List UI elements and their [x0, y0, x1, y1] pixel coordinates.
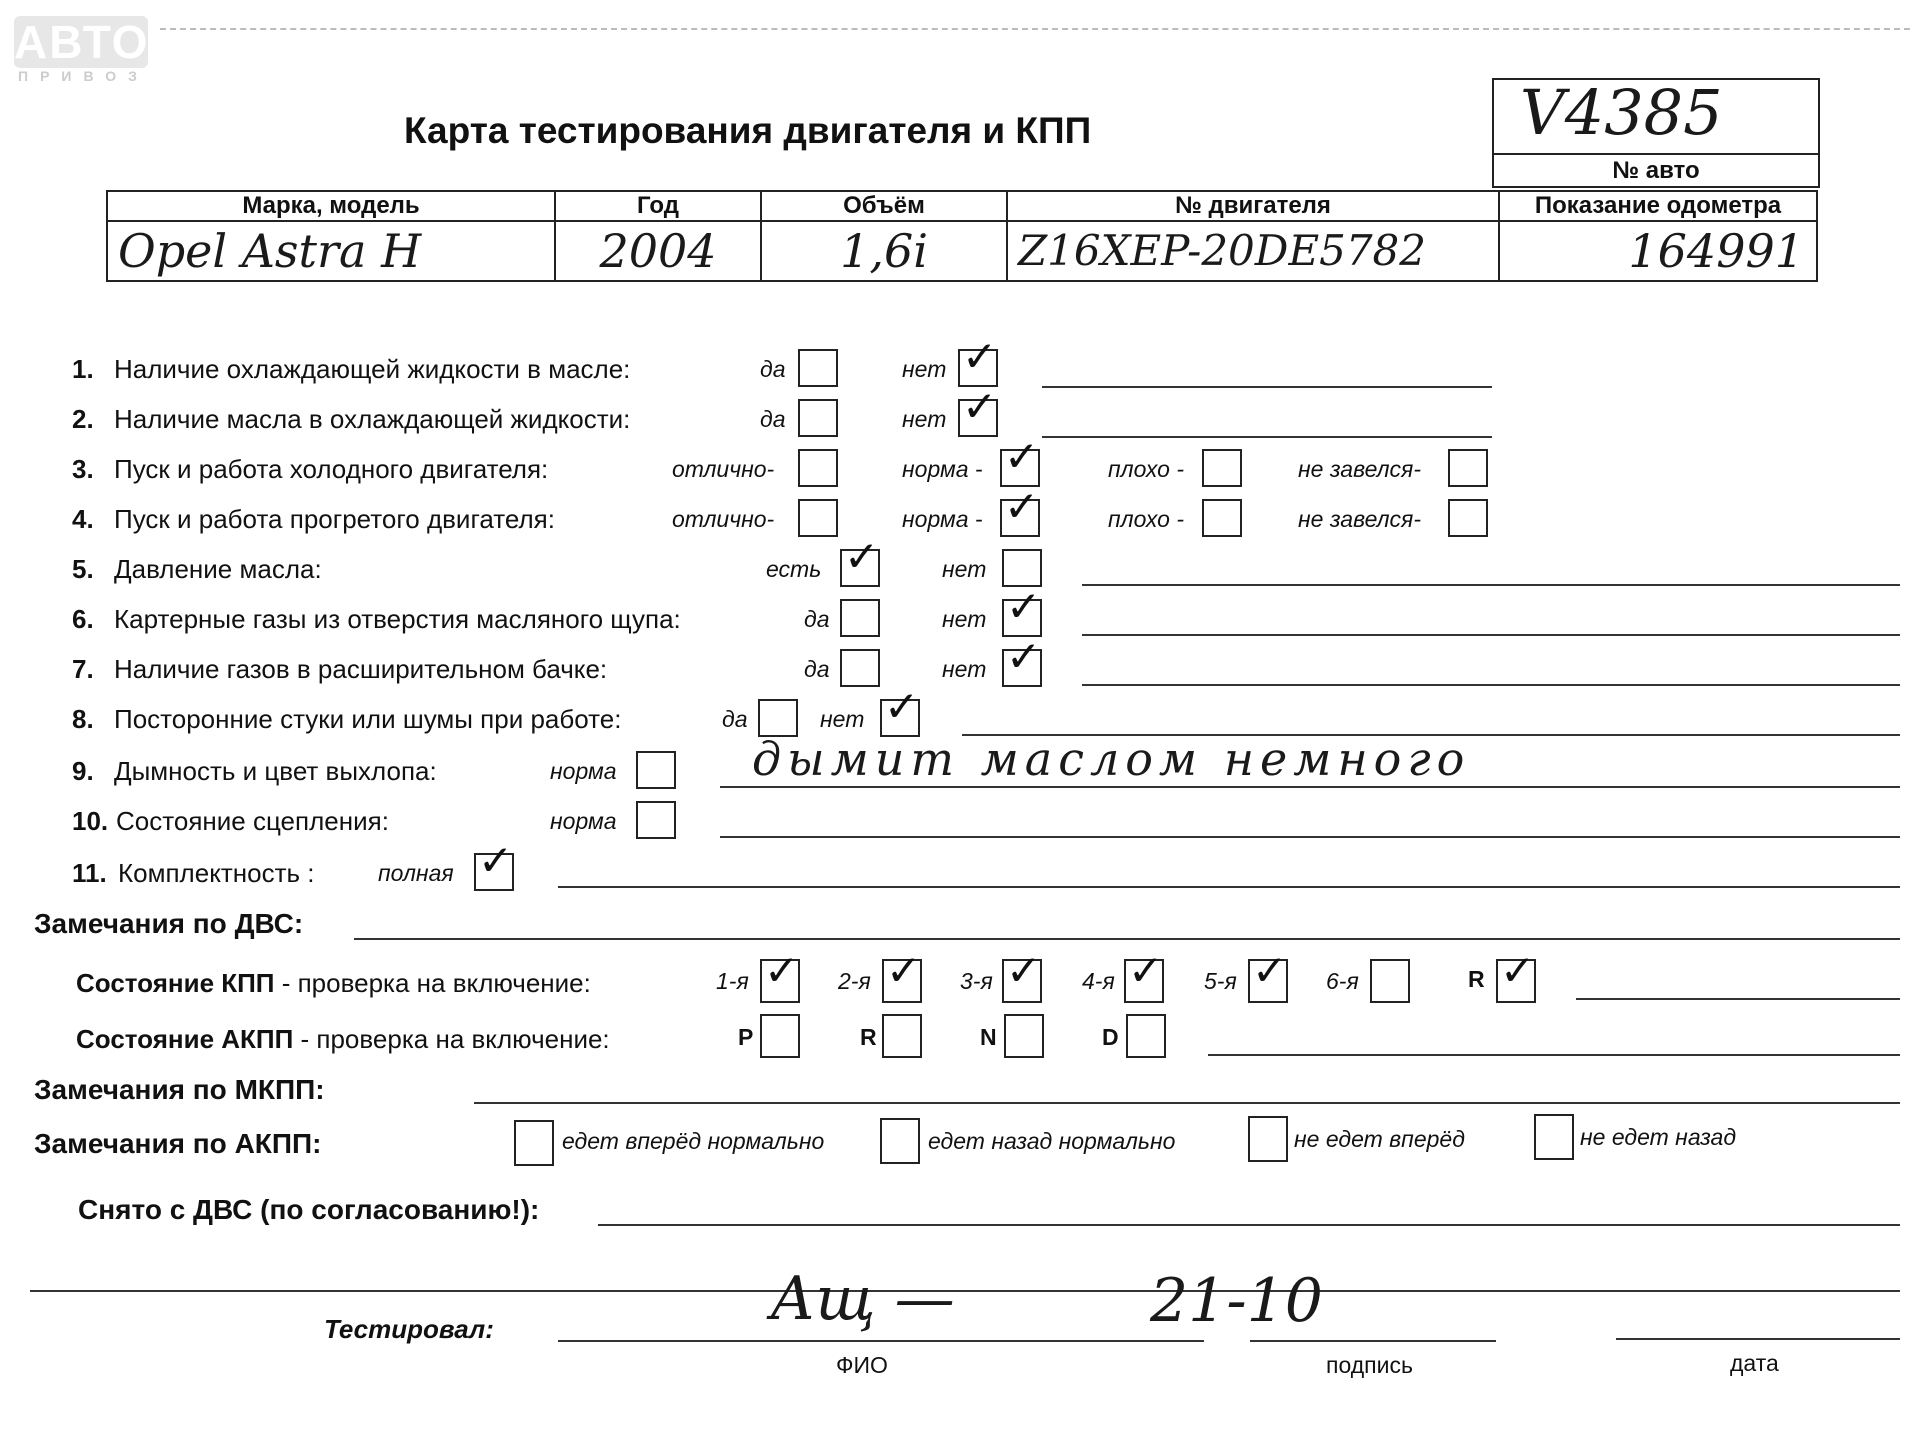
- checkmark-icon: ✓: [478, 836, 514, 885]
- gear-label: 1-я: [716, 968, 749, 994]
- option-label: норма -: [902, 506, 983, 532]
- option-label: едет назад нормально: [928, 1128, 1176, 1154]
- volume-value: 1,6i: [761, 221, 1007, 281]
- signature-divider: [30, 1290, 1900, 1292]
- mode-p-checkbox[interactable]: [760, 1014, 800, 1058]
- removed-label: Снято с ДВС (по согласованию!):: [78, 1194, 540, 1225]
- auto-forward-ok-checkbox[interactable]: [514, 1120, 554, 1166]
- gear-label: R: [1468, 966, 1485, 992]
- answer-line: [598, 1224, 1900, 1226]
- auto-number-value: V4385: [1520, 76, 1723, 149]
- answer-line: [558, 886, 1900, 888]
- column-header: Марка, модель: [107, 191, 555, 221]
- item-label: Наличие охлаждающей жидкости в масле:: [114, 354, 631, 384]
- logo-subtitle: ПРИВОЗ: [18, 68, 149, 84]
- date-caption: дата: [1730, 1350, 1779, 1376]
- handwritten-date: 21-10: [1150, 1266, 1323, 1336]
- checkmark-icon: ✓: [764, 946, 800, 995]
- item-number: 5.: [72, 554, 94, 584]
- item-label: Пуск и работа холодного двигателя:: [114, 454, 549, 484]
- checkmark-icon: ✓: [1500, 946, 1536, 995]
- signature-caption: подпись: [1326, 1352, 1413, 1378]
- mode-label: D: [1102, 1024, 1119, 1050]
- odometer-value: 164991: [1499, 221, 1817, 281]
- item-label: Дымность и цвет выхлопа:: [114, 756, 437, 786]
- answer-line: [354, 938, 1900, 940]
- column-header: № двигателя: [1007, 191, 1499, 221]
- mode-label: R: [860, 1024, 877, 1050]
- checkbox-no-start[interactable]: [1448, 449, 1488, 487]
- checkmark-icon: ✓: [844, 532, 880, 581]
- checkmark-icon: ✓: [1004, 482, 1040, 531]
- option-label: норма: [550, 808, 617, 834]
- answer-line: [1082, 684, 1900, 686]
- gear-label: 4-я: [1082, 968, 1115, 994]
- gear-label: 6-я: [1326, 968, 1359, 994]
- checkmark-icon: ✓: [1004, 432, 1040, 481]
- auto-gearbox-label: Состояние АКПП - проверка на включение:: [76, 1024, 610, 1054]
- remarks-manual-label: Замечания по МКПП:: [34, 1074, 325, 1105]
- checkbox-bad[interactable]: [1202, 449, 1242, 487]
- auto-number-label: № авто: [1612, 157, 1700, 184]
- item-label: Посторонние стуки или шумы при работе:: [114, 704, 622, 734]
- option-label: нет: [942, 556, 987, 582]
- auto-no-reverse-checkbox[interactable]: [1534, 1114, 1574, 1160]
- vehicle-info-table: [106, 190, 1818, 282]
- signature-scribble: Ащ —: [770, 1264, 955, 1334]
- item-label: Картерные газы из отверстия масляного щупа:: [114, 604, 681, 634]
- checkbox-excellent[interactable]: [798, 449, 838, 487]
- option-label: полная: [378, 860, 454, 886]
- option-label: да: [722, 706, 748, 732]
- answer-line: [1042, 436, 1492, 438]
- checkmark-icon: ✓: [1006, 946, 1042, 995]
- exhaust-note: дымит маслом немного: [752, 732, 1471, 786]
- mode-label: N: [980, 1024, 997, 1050]
- option-label: отлично-: [672, 456, 775, 482]
- option-label: едет вперёд нормально: [562, 1128, 825, 1154]
- checkbox-yes[interactable]: [840, 599, 880, 637]
- option-label: нет: [942, 656, 987, 682]
- item-label: Наличие масла в охлаждающей жидкости:: [114, 404, 631, 434]
- gear-label: 2-я: [838, 968, 871, 994]
- checkbox-no-start[interactable]: [1448, 499, 1488, 537]
- checkmark-icon: ✓: [962, 332, 998, 381]
- checkbox-yes[interactable]: [840, 649, 880, 687]
- make-model-value: Opel Astra H: [107, 221, 555, 281]
- option-label: отлично-: [672, 506, 775, 532]
- column-header: Показание одометра: [1499, 191, 1817, 221]
- item-label: Комплектность :: [118, 858, 315, 888]
- tested-by-label: Тестировал:: [324, 1314, 494, 1344]
- option-label: не завелся-: [1298, 456, 1422, 482]
- item-number: 4.: [72, 504, 94, 534]
- option-label: плохо -: [1108, 506, 1184, 532]
- checkmark-icon: ✓: [884, 682, 920, 731]
- checkbox-yes[interactable]: [798, 349, 838, 387]
- option-label: не завелся-: [1298, 506, 1422, 532]
- mode-n-checkbox[interactable]: [1004, 1014, 1044, 1058]
- item-number: 10.: [72, 806, 109, 836]
- option-label: нет: [820, 706, 865, 732]
- answer-line: [1082, 584, 1900, 586]
- item-number: 6.: [72, 604, 94, 634]
- engine-number-value: Z16XEP-20DE5782: [1007, 221, 1499, 281]
- checkmark-icon: ✓: [962, 382, 998, 431]
- auto-reverse-ok-checkbox[interactable]: [880, 1118, 920, 1164]
- checkmark-icon: ✓: [1128, 946, 1164, 995]
- option-label: да: [804, 656, 830, 682]
- checkbox-normal[interactable]: [636, 801, 676, 839]
- option-label: есть: [766, 556, 822, 582]
- option-label: нет: [942, 606, 987, 632]
- mode-label: P: [738, 1024, 754, 1050]
- checkbox-yes[interactable]: [798, 399, 838, 437]
- remarks-engine-label: Замечания по ДВС:: [34, 908, 304, 939]
- option-label: нет: [902, 356, 947, 382]
- item-number: 3.: [72, 454, 94, 484]
- column-header: Год: [555, 191, 761, 221]
- checkbox-normal[interactable]: [636, 751, 676, 789]
- option-label: не едет вперёд: [1294, 1126, 1465, 1152]
- item-label: Состояние сцепления:: [116, 806, 389, 836]
- gear-label: 5-я: [1204, 968, 1237, 994]
- mode-r-checkbox[interactable]: [882, 1014, 922, 1058]
- column-header: Объём: [761, 191, 1007, 221]
- answer-line: [720, 786, 1900, 788]
- year-value: 2004: [555, 221, 761, 281]
- item-label: Давление масла:: [114, 554, 322, 584]
- checkmark-icon: ✓: [886, 946, 922, 995]
- auto-no-forward-checkbox[interactable]: [1248, 1116, 1288, 1162]
- item-label: Наличие газов в расширительном бачке:: [114, 654, 608, 684]
- option-label: да: [804, 606, 830, 632]
- option-label: норма: [550, 758, 617, 784]
- checkmark-icon: ✓: [1006, 632, 1042, 681]
- answer-line: [1576, 998, 1900, 1000]
- item-number: 9.: [72, 756, 94, 786]
- checkbox-excellent[interactable]: [798, 499, 838, 537]
- option-label: да: [760, 356, 786, 382]
- avto-privoz-logo: АВТО: [14, 16, 150, 68]
- gear-label: 3-я: [960, 968, 993, 994]
- item-label: Пуск и работа прогретого двигателя:: [114, 504, 555, 534]
- item-number: 1.: [72, 354, 94, 384]
- item-number: 2.: [72, 404, 94, 434]
- fio-caption: ФИО: [836, 1352, 888, 1378]
- item-number: 11.: [72, 858, 107, 888]
- page-title: Карта тестирования двигателя и КПП: [404, 110, 1092, 151]
- option-label: да: [760, 406, 786, 432]
- answer-line: [1042, 386, 1492, 388]
- mode-d-checkbox[interactable]: [1126, 1014, 1166, 1058]
- answer-line: [1208, 1054, 1900, 1056]
- signature-line: [1250, 1340, 1496, 1342]
- answer-line: [474, 1102, 1900, 1104]
- option-label: плохо -: [1108, 456, 1184, 482]
- checkbox-bad[interactable]: [1202, 499, 1242, 537]
- option-label: нет: [902, 406, 947, 432]
- gear-6-checkbox[interactable]: [1370, 959, 1410, 1003]
- top-divider: [160, 28, 1910, 30]
- option-label: норма -: [902, 456, 983, 482]
- item-number: 8.: [72, 704, 94, 734]
- item-number: 7.: [72, 654, 94, 684]
- remarks-auto-label: Замечания по АКПП:: [34, 1128, 322, 1159]
- checkmark-icon: ✓: [1006, 582, 1042, 631]
- answer-line: [1082, 634, 1900, 636]
- date-line: [1616, 1338, 1900, 1340]
- answer-line: [720, 836, 1900, 838]
- option-label: не едет назад: [1580, 1124, 1737, 1150]
- fio-line: [558, 1340, 1204, 1342]
- checkmark-icon: ✓: [1252, 946, 1288, 995]
- manual-gearbox-label: Состояние КПП - проверка на включение:: [76, 968, 591, 998]
